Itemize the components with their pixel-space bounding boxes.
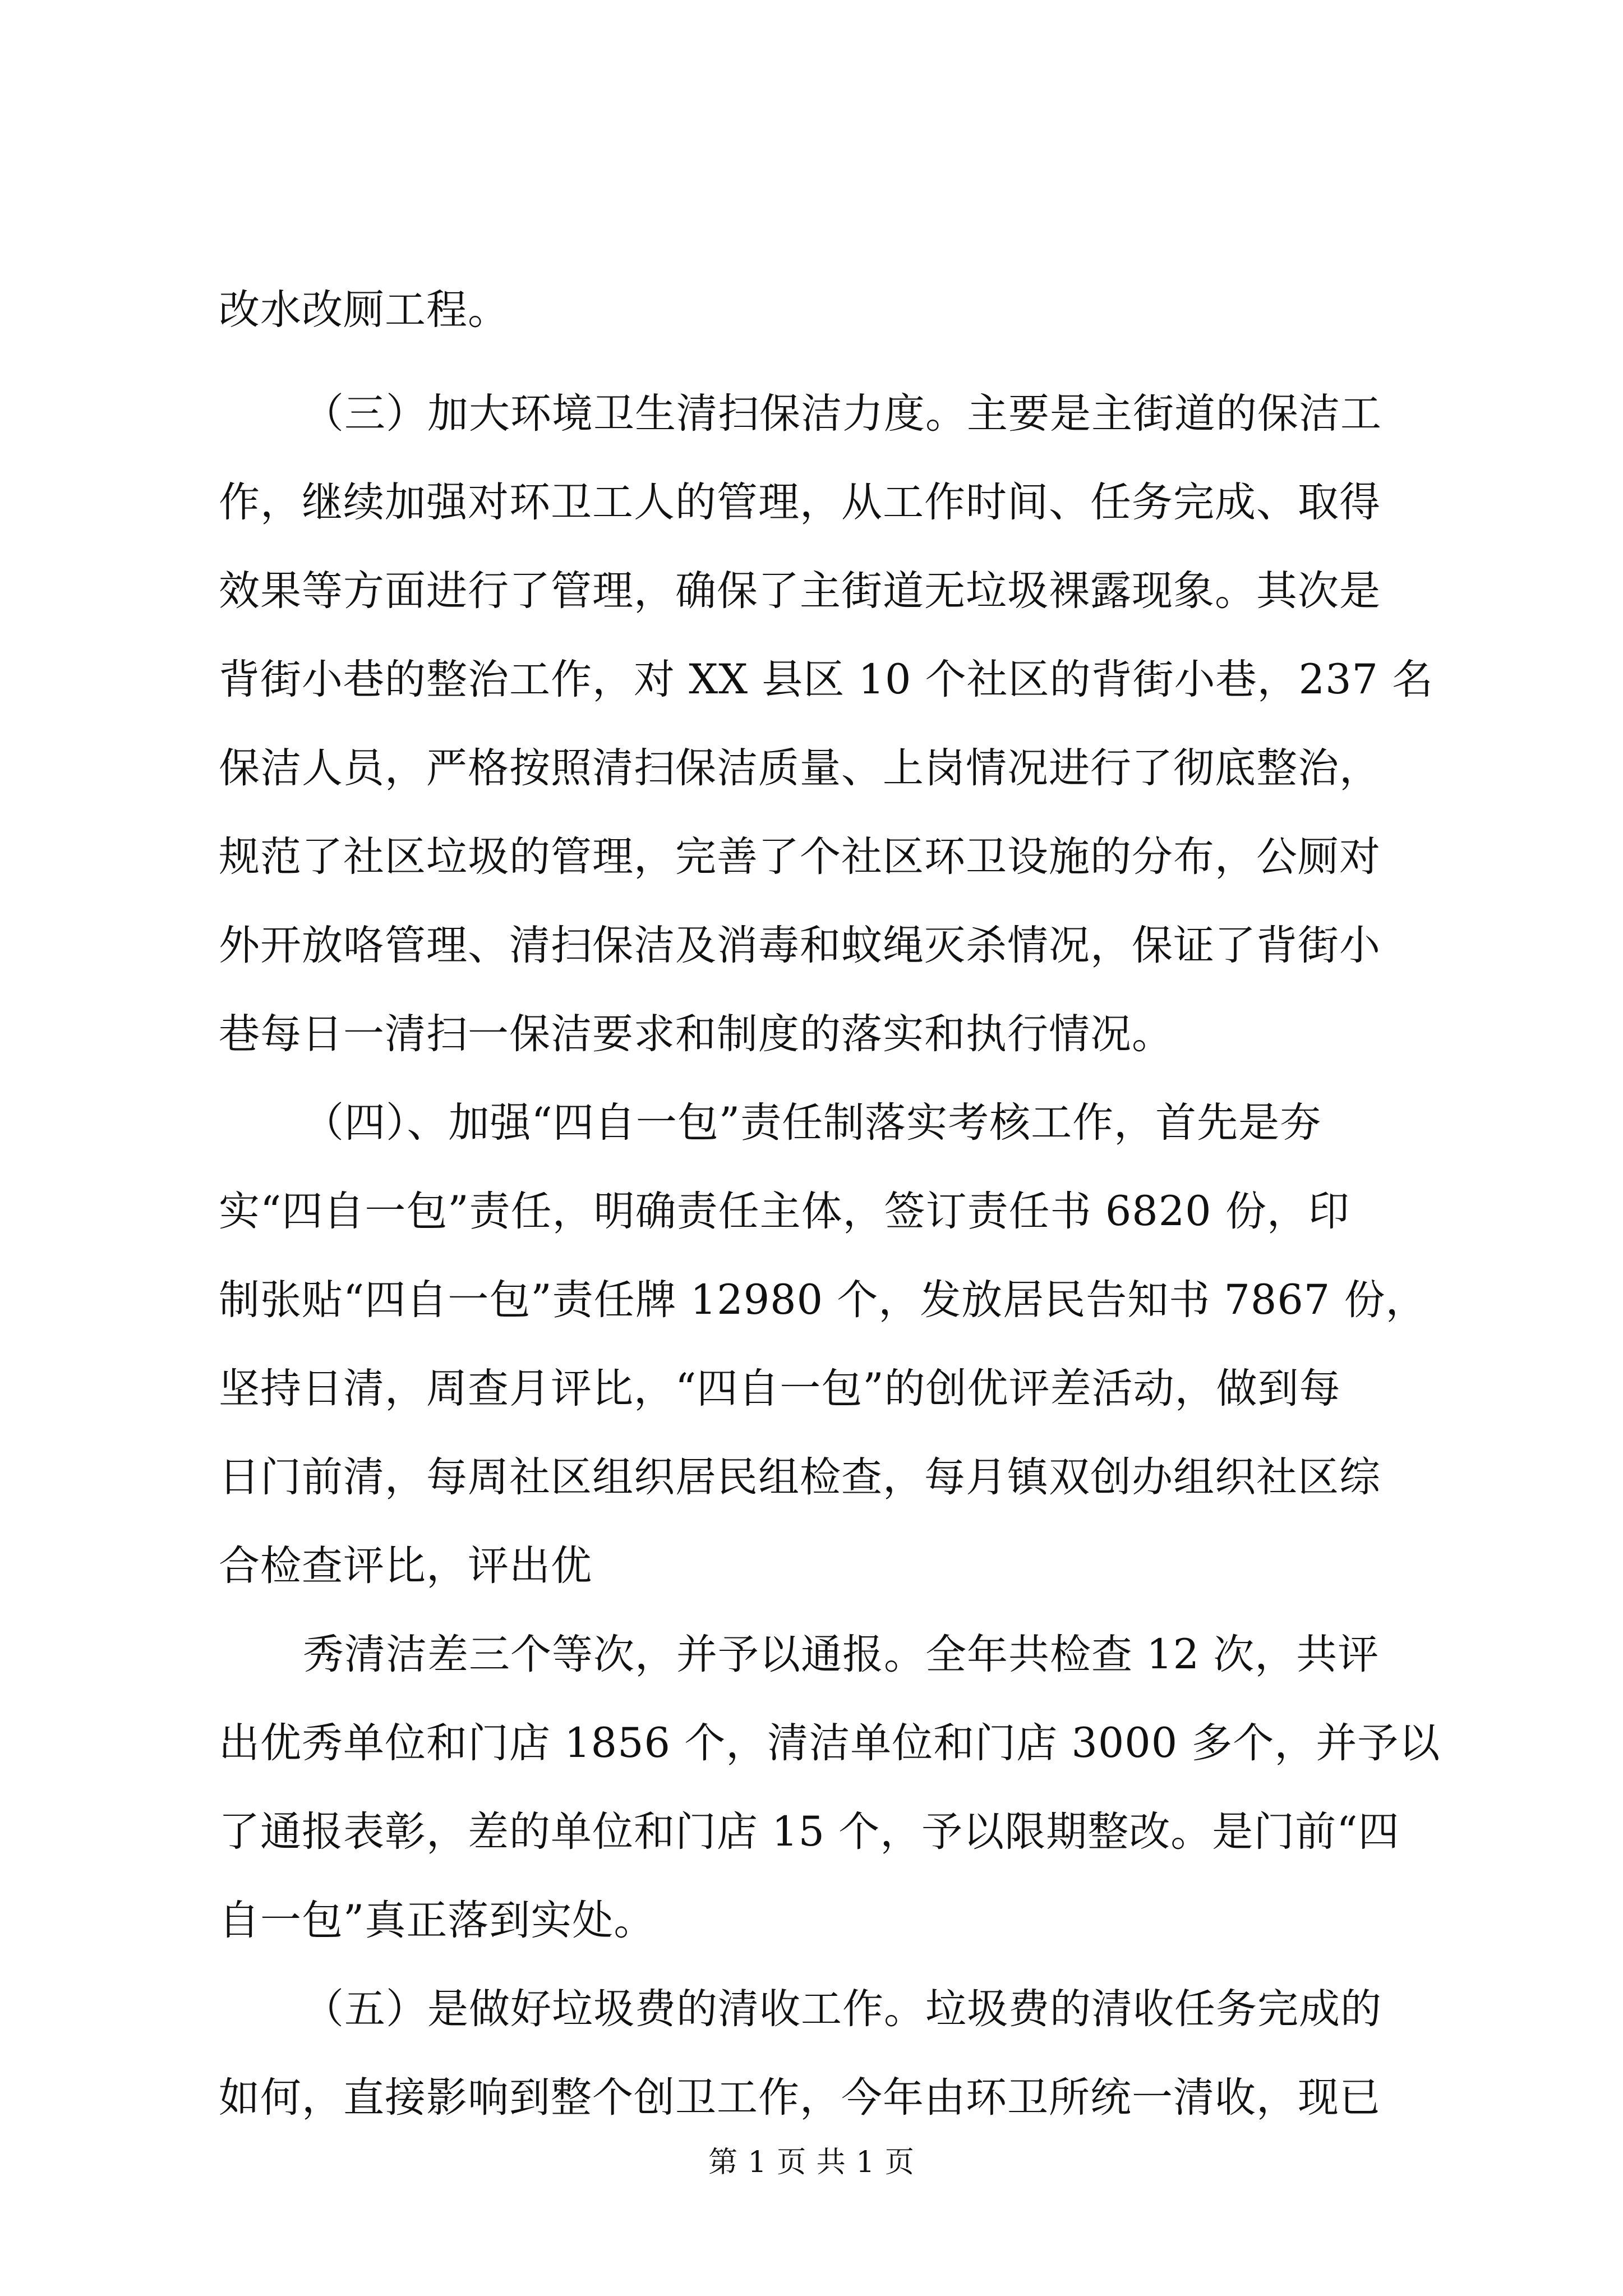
paragraph-line: （五）是做好垃圾费的清收工作。垃圾费的清收任务完成的 bbox=[303, 1985, 1382, 2033]
paragraph-line: 作，继续加强对环卫工人的管理，从工作时间、任务完成、取得 bbox=[219, 478, 1381, 526]
paragraph-line: 制张贴“四自一包”责任牌 12980 个，发放居民告知书 7867 份， bbox=[219, 1276, 1427, 1324]
paragraph-line: 保洁人员，严格按照清扫保洁质量、上岗情况进行了彻底整治， bbox=[219, 744, 1381, 792]
paragraph-line: 出优秀单位和门店 1856 个，清洁单位和门店 3000 多个，并予以 bbox=[219, 1719, 1441, 1767]
paragraph-line: 改水改厕工程。 bbox=[219, 286, 509, 334]
paragraph-line: 自一包”真正落到实处。 bbox=[219, 1897, 656, 1944]
paragraph-line: 巷每日一清扫一保洁要求和制度的落实和执行情况。 bbox=[219, 1010, 1173, 1058]
paragraph-line: 了通报表彰，差的单位和门店 15 个，予以限期整改。是门前“四 bbox=[219, 1808, 1400, 1856]
paragraph-line: （四）、加强“四自一包”责任制落实考核工作，首先是夯 bbox=[303, 1099, 1322, 1147]
paragraph-line: 日门前清，每周社区组织居民组检查，每月镇双创办组织社区综 bbox=[219, 1453, 1381, 1501]
paragraph-line: （三）加大环境卫生清扫保洁力度。主要是主街道的保洁工 bbox=[303, 390, 1382, 438]
paragraph-line: 规范了社区垃圾的管理，完善了个社区环卫设施的分布，公厕对 bbox=[219, 833, 1381, 881]
paragraph-line: 效果等方面进行了管理，确保了主街道无垃圾裸露现象。其次是 bbox=[219, 567, 1381, 615]
paragraph-line: 如何，直接影响到整个创卫工作，今年由环卫所统一清收，现已 bbox=[219, 2074, 1381, 2122]
paragraph-line: 秀清洁差三个等次，并予以通报。全年共检查 12 次，共评 bbox=[303, 1631, 1380, 1678]
paragraph-line: 合检查评比，评出优 bbox=[219, 1542, 592, 1590]
paragraph-line: 背街小巷的整治工作，对 XX 县区 10 个社区的背街小巷，237 名 bbox=[219, 656, 1434, 703]
paragraph-line: 坚持日清，周查月评比，“四自一包”的创优评差活动，做到每 bbox=[219, 1365, 1341, 1412]
page-footer: 第 1 页 共 1 页 bbox=[708, 2146, 915, 2179]
paragraph-line: 实“四自一包”责任，明确责任主体，签订责任书 6820 份，印 bbox=[219, 1188, 1350, 1235]
paragraph-line: 外开放咯管理、清扫保洁及消毒和蚊绳灭杀情况，保证了背街小 bbox=[219, 922, 1381, 969]
